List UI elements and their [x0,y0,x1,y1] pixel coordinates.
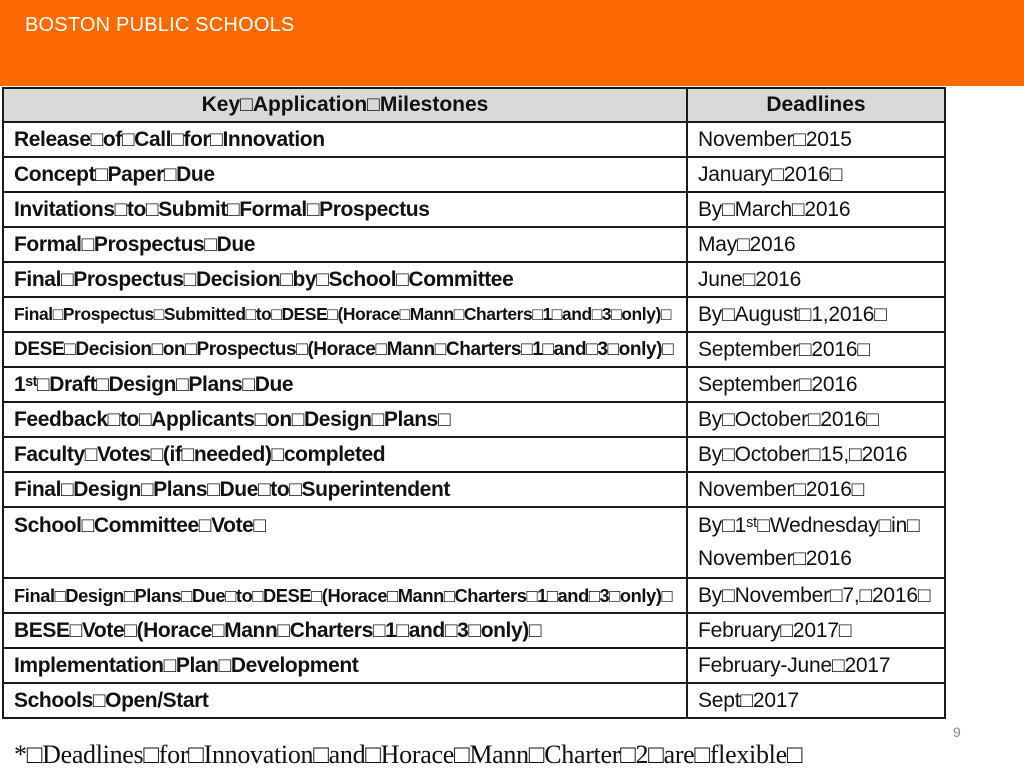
milestone-cell: Release□of□Call□for□Innovation [3,122,687,157]
deadline-cell: May□2016 [687,227,945,262]
footnote: *□Deadlines□for□Innovation□and□Horace□Mann□Charter□2□are□flexible□ [14,740,803,769]
table-row [3,297,945,332]
milestone-cell: Concept□Paper□Due [3,157,687,192]
deadline-cell: September□2016 [687,367,945,402]
table-row [3,437,945,472]
milestone-cell: Final□Prospectus□Decision□by□School□Committee [3,262,687,297]
deadline-cell: June□2016 [687,262,945,297]
milestone-cell: Final□Design□Plans□Due□to□DESE□(Horace□Mann□Charters□1□and□3□only)□ [3,578,687,613]
table-row [3,332,945,367]
table-row [3,157,945,192]
table-row [3,402,945,437]
table-row [3,683,945,718]
deadline-cell: November□2015 [687,122,945,157]
table-row [3,648,945,683]
deadline-cell: By□October□2016□ [687,402,945,437]
deadline-cell: November□2016□ [687,472,945,507]
table-header-row [3,88,945,122]
column-header-milestones: Key□Application□Milestones [3,88,687,122]
milestone-cell: Implementation□Plan□Development [3,648,687,683]
deadline-cell: By□November□7,□2016□ [687,578,945,613]
milestones-table [2,87,946,719]
milestone-cell: Formal□Prospectus□Due [3,227,687,262]
column-header-deadlines: Deadlines [687,88,945,122]
milestone-cell: Faculty□Votes□(if□needed)□completed [3,437,687,472]
table-row [3,122,945,157]
deadline-cell: February□2017□ [687,613,945,648]
table-row [3,613,945,648]
milestone-cell: Final□Design□Plans□Due□to□Superintendent [3,472,687,507]
deadline-cell: February-June□2017 [687,648,945,683]
page-number: 9 [953,724,961,740]
deadline-cell: January□2016□ [687,157,945,192]
milestone-cell: Invitations□to□Submit□Formal□Prospectus [3,192,687,227]
milestone-cell: BESE□Vote□(Horace□Mann□Charters□1□and□3□only)□ [3,613,687,648]
deadline-line: November□2016 [698,547,852,570]
deadline-cell [687,507,945,578]
milestone-cell: Final□Prospectus□Submitted□to□DESE□(Horace□Mann□Charters□1□and□3□only)□ [3,297,687,332]
milestone-cell: 1ˢᵗ□Draft□Design□Plans□Due [3,367,687,402]
table-row [3,472,945,507]
deadline-cell: Sept□2017 [687,683,945,718]
deadline-cell: By□March□2016 [687,192,945,227]
deadline-line: By□1ˢᵗ□Wednesday□in□ [698,514,920,537]
deadline-cell: By□August□1,2016□ [687,297,945,332]
milestone-cell: Schools□Open/Start [3,683,687,718]
table-row [3,262,945,297]
header-banner [0,0,1024,86]
milestones-table-wrapper [2,87,944,719]
table-row [3,227,945,262]
deadline-cell: By□October□15,□2016 [687,437,945,472]
org-title: BOSTON PUBLIC SCHOOLS [25,14,295,36]
table-row [3,578,945,613]
milestone-cell: School□Committee□Vote□ [3,507,687,578]
table-row [3,367,945,402]
table-row [3,192,945,227]
milestone-cell: Feedback□to□Applicants□on□Design□Plans□ [3,402,687,437]
table-row [3,507,945,578]
deadline-cell: September□2016□ [687,332,945,367]
milestone-cell: DESE□Decision□on□Prospectus□(Horace□Mann□Charters□1□and□3□only)□ [3,332,687,367]
